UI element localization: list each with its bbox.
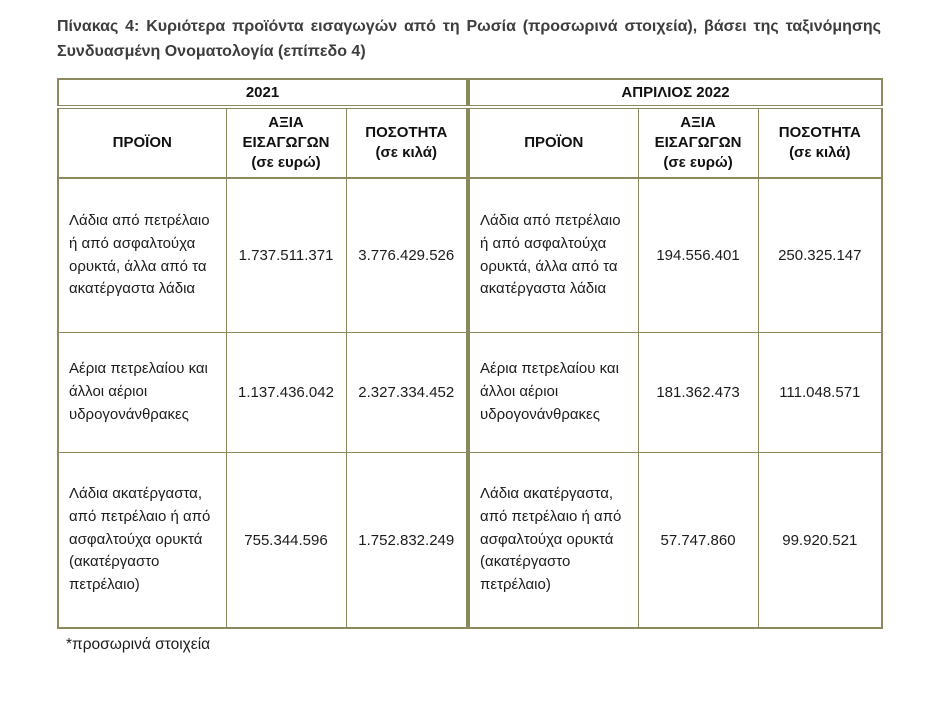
table-row-crude-oils: [58, 452, 882, 628]
product-cell: Λάδια ακατέργαστα, από πετρέλαιο ή από ασφαλτούχα ορυκτά (ακατέργαστο πετρέλαιο): [58, 452, 226, 628]
value-cell: 181.362.473: [638, 332, 758, 452]
table-row-refined-oils: [58, 178, 882, 332]
product-cell: Λάδια από πετρέλαιο ή από ασφαλτούχα ορυκτά, άλλα από τα ακατέργαστα λάδια: [468, 178, 638, 332]
quantity-cell: 3.776.429.526: [346, 178, 468, 332]
imports-table: [57, 78, 883, 630]
year-header-row: [58, 79, 882, 107]
table-caption: Πίνακας 4: Κυριότερα προϊόντα εισαγωγών από τη Ρωσία (προσωρινά στοιχεία), βάσει της ταξινόμησης Συνδυασμένη Ονοματολογία (επίπεδο 4): [57, 18, 881, 60]
header-import-value-2022: ΑΞΙΑ ΕΙΣΑΓΩΓΩΝ (σε ευρώ): [638, 107, 758, 179]
provisional-data-footnote: *προσωρινά στοιχεία: [66, 636, 211, 654]
header-import-value-2021: ΑΞΙΑ ΕΙΣΑΓΩΓΩΝ (σε ευρώ): [226, 107, 346, 179]
quantity-cell: 99.920.521: [758, 452, 882, 628]
value-cell: 1.137.436.042: [226, 332, 346, 452]
column-header-row: [58, 107, 882, 179]
quantity-cell: 111.048.571: [758, 332, 882, 452]
header-quantity-2021: ΠΟΣΟΤΗΤΑ (σε κιλά): [346, 107, 468, 179]
value-cell: 755.344.596: [226, 452, 346, 628]
value-cell: 194.556.401: [638, 178, 758, 332]
table-row-petroleum-gases: [58, 332, 882, 452]
value-cell: 57.747.860: [638, 452, 758, 628]
col-group-april-2022: ΑΠΡΙΛΙΟΣ 2022: [468, 79, 882, 107]
header-product-2021: ΠΡΟΪΟΝ: [58, 107, 226, 179]
product-cell: Λάδια από πετρέλαιο ή από ασφαλτούχα ορυκτά, άλλα από τα ακατέργαστα λάδια: [58, 178, 226, 332]
value-cell: 1.737.511.371: [226, 178, 346, 332]
col-group-2021: 2021: [58, 79, 468, 107]
header-quantity-2022: ΠΟΣΟΤΗΤΑ (σε κιλά): [758, 107, 882, 179]
quantity-cell: 250.325.147: [758, 178, 882, 332]
header-product-2022: ΠΡΟΪΟΝ: [468, 107, 638, 179]
quantity-cell: 2.327.334.452: [346, 332, 468, 452]
product-cell: Αέρια πετρελαίου και άλλοι αέριοι υδρογονάνθρακες: [58, 332, 226, 452]
product-cell: Λάδια ακατέργαστα, από πετρέλαιο ή από ασφαλτούχα ορυκτά (ακατέργαστο πετρέλαιο): [468, 452, 638, 628]
quantity-cell: 1.752.832.249: [346, 452, 468, 628]
product-cell: Αέρια πετρελαίου και άλλοι αέριοι υδρογονάνθρακες: [468, 332, 638, 452]
